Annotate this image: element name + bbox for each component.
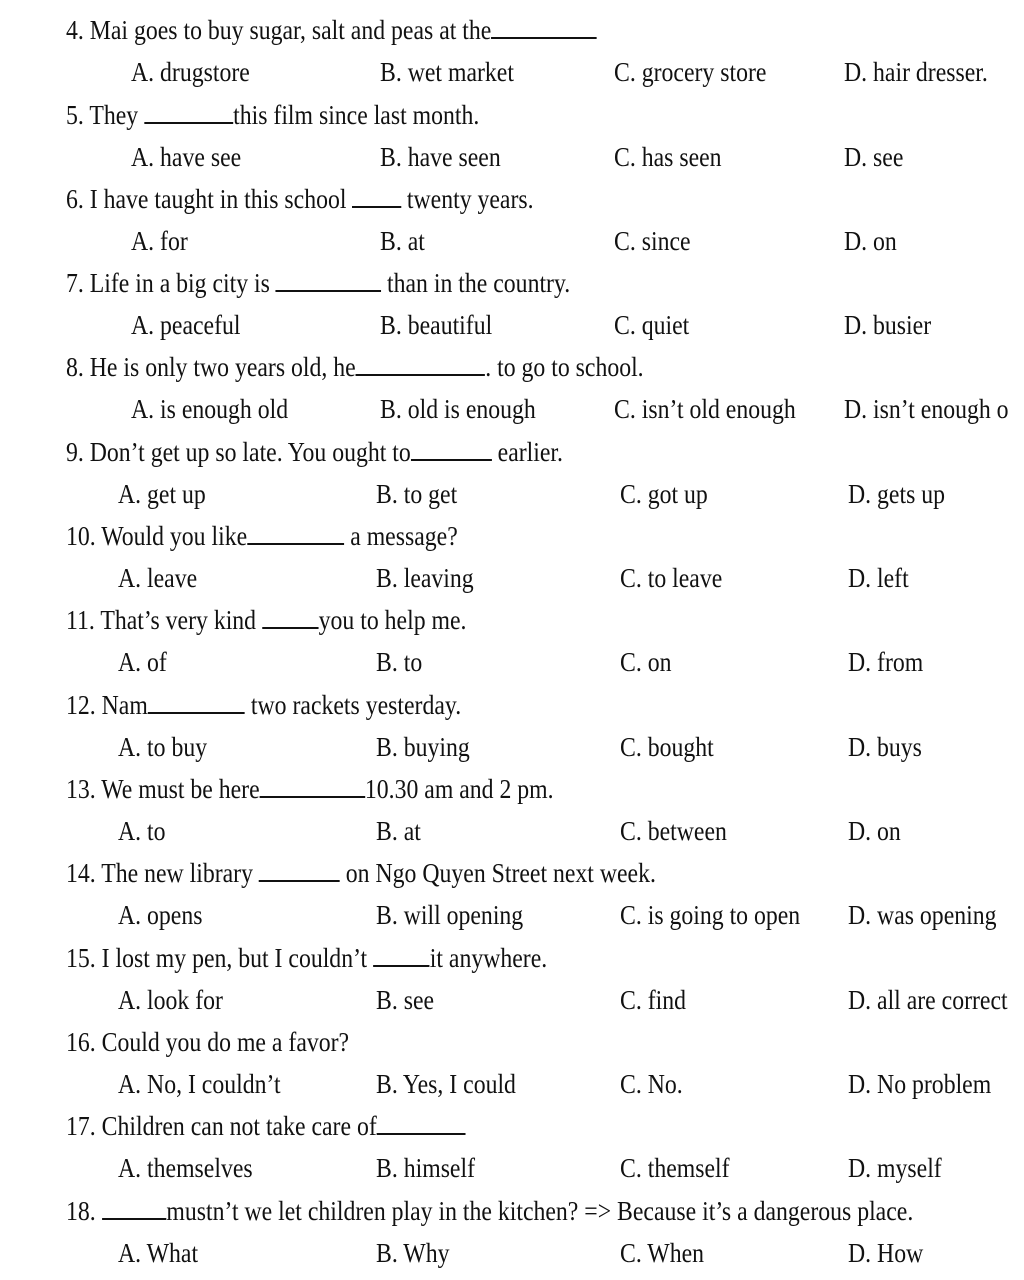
answer-option-b: B. beautiful <box>380 310 493 340</box>
question-item <box>0 1096 1024 1183</box>
answer-option-c: C. isn’t old enough <box>614 394 796 424</box>
question-item <box>0 253 1024 340</box>
answer-option-a: A. look for <box>118 985 223 1015</box>
answer-option-a: A. peaceful <box>131 310 241 340</box>
answer-option-a: A. to buy <box>118 732 208 762</box>
answer-option-a: A. is enough old <box>131 394 289 424</box>
answer-option-b: B. to <box>376 647 423 677</box>
answer-option-d: D. was opening <box>848 900 997 930</box>
answer-option-b: B. have seen <box>380 142 501 172</box>
answer-option-d: D. see <box>844 142 904 172</box>
question-item <box>0 590 1024 677</box>
question-item <box>0 0 1024 87</box>
question-item <box>0 1012 1024 1099</box>
stem-text-before-blank: 5. They <box>66 100 145 130</box>
question-stem <box>66 773 554 805</box>
question-item <box>0 169 1024 256</box>
answer-option-c: C. themself <box>620 1153 730 1183</box>
stem-text-before-blank: 14. The new library <box>66 858 259 888</box>
answer-option-b: B. will opening <box>376 900 524 930</box>
answer-option-a: A. leave <box>118 563 198 593</box>
question-item <box>0 759 1024 846</box>
stem-text-after-blank: on Ngo Quyen Street next week. <box>339 858 656 888</box>
stem-text-after-blank: this film since last month. <box>233 100 480 130</box>
question-item <box>0 928 1024 1015</box>
question-stem <box>66 267 570 299</box>
answer-option-b: B. himself <box>376 1153 475 1183</box>
answer-option-d: D. on <box>844 226 897 256</box>
question-stem <box>66 942 547 974</box>
answer-blank <box>356 352 486 376</box>
stem-text-after-blank: . to go to school. <box>485 352 644 382</box>
answer-option-b: B. Yes, I could <box>376 1069 516 1099</box>
answer-option-c: C. has seen <box>614 142 722 172</box>
answer-option-d: D. all are correct <box>848 985 1008 1015</box>
answer-blank <box>144 100 233 124</box>
question-item <box>0 1181 1024 1268</box>
answer-option-b: B. Why <box>376 1238 450 1268</box>
question-item <box>0 85 1024 172</box>
answer-blank <box>102 1196 167 1220</box>
answer-option-d: D. No problem <box>848 1069 992 1099</box>
answer-option-a: A. have see <box>131 142 242 172</box>
answer-option-a: A. No, I couldn’t <box>118 1069 281 1099</box>
stem-text-before-blank: 8. He is only two years old, he <box>66 352 356 382</box>
stem-text-before-blank: 18. <box>66 1196 102 1226</box>
answer-option-d: D. How <box>848 1238 924 1268</box>
answer-option-d: D. myself <box>848 1153 942 1183</box>
answer-option-b: B. leaving <box>376 563 474 593</box>
answer-option-a: A. opens <box>118 900 203 930</box>
answer-option-d: D. on <box>848 816 901 846</box>
stem-text-before-blank: 7. Life in a big city is <box>66 268 276 298</box>
answer-option-d: D. gets up <box>848 479 946 509</box>
question-stem <box>66 99 479 131</box>
question-item <box>0 675 1024 762</box>
answer-blank <box>148 690 245 714</box>
stem-text-before-blank: 13. We must be here <box>66 774 260 804</box>
answer-option-c: C. grocery store <box>614 57 767 87</box>
answer-option-c: C. to leave <box>620 563 723 593</box>
answer-option-b: B. at <box>376 816 421 846</box>
question-item <box>0 337 1024 424</box>
question-stem <box>66 520 458 552</box>
answer-option-c: C. find <box>620 985 687 1015</box>
stem-text-before-blank: 4. Mai goes to buy sugar, salt and peas at the <box>66 15 492 45</box>
answer-option-b: B. see <box>376 985 435 1015</box>
answer-option-d: D. busier <box>844 310 932 340</box>
stem-text-after-blank: two rackets yesterday. <box>244 690 462 720</box>
question-stem <box>66 1110 466 1142</box>
stem-text-after-blank: you to help me. <box>318 605 467 635</box>
answer-option-d: D. buys <box>848 732 922 762</box>
stem-text-before-blank: 17. Children can not take care of <box>66 1111 377 1141</box>
answer-option-d: D. from <box>848 647 924 677</box>
answer-option-a: A. get up <box>118 479 206 509</box>
answer-blank <box>377 1111 466 1135</box>
question-stem <box>66 857 656 889</box>
answer-blank <box>373 943 430 967</box>
answer-option-a: A. What <box>118 1238 199 1268</box>
question-stem <box>66 604 466 636</box>
answer-option-a: A. to <box>118 816 166 846</box>
answer-option-c: C. between <box>620 816 727 846</box>
answer-option-c: C. since <box>614 226 691 256</box>
answer-option-c: C. When <box>620 1238 705 1268</box>
answer-option-b: B. buying <box>376 732 470 762</box>
answer-blank <box>276 268 381 292</box>
question-stem <box>66 183 534 215</box>
stem-text-before-blank: 6. I have taught in this school <box>66 184 353 214</box>
question-stem <box>66 1195 913 1227</box>
answer-option-a: A. for <box>131 226 188 256</box>
answer-option-b: B. wet market <box>380 57 514 87</box>
answer-blank <box>262 605 319 629</box>
answer-option-a: A. themselves <box>118 1153 253 1183</box>
question-stem <box>66 436 563 468</box>
answer-option-d: D. isn’t enough o <box>844 394 1009 424</box>
stem-text-before-blank: 15. I lost my pen, but I couldn’t <box>66 943 374 973</box>
answer-blank <box>260 774 365 798</box>
answer-option-b: B. old is enough <box>380 394 536 424</box>
answer-option-c: C. quiet <box>614 310 690 340</box>
answer-option-c: C. on <box>620 647 672 677</box>
stem-text-after-blank: earlier. <box>491 437 563 467</box>
answer-blank <box>352 184 401 208</box>
answer-option-c: C. is going to open <box>620 900 801 930</box>
stem-text-after-blank: it anywhere. <box>429 943 548 973</box>
question-stem <box>66 14 597 46</box>
question-item <box>0 422 1024 509</box>
stem-text-after-blank: a message? <box>344 521 458 551</box>
answer-blank <box>411 437 492 461</box>
stem-text-before-blank: 9. Don’t get up so late. You ought to <box>66 437 411 467</box>
stem-text-before-blank: 11. That’s very kind <box>66 605 263 635</box>
answer-option-c: C. bought <box>620 732 714 762</box>
answer-option-c: C. got up <box>620 479 708 509</box>
stem-text-after-blank: 10.30 am and 2 pm. <box>364 774 554 804</box>
answer-blank <box>247 521 344 545</box>
stem-text-after-blank: than in the country. <box>381 268 571 298</box>
question-item <box>0 506 1024 593</box>
answer-option-b: B. to get <box>376 479 458 509</box>
stem-text-after-blank: twenty years. <box>400 184 534 214</box>
stem-text-before-blank: 16. Could you do me a favor? <box>66 1027 350 1057</box>
question-stem <box>66 1026 349 1058</box>
question-item <box>0 843 1024 930</box>
answer-option-d: D. hair dresser. <box>844 57 988 87</box>
answer-blank <box>259 858 340 882</box>
answer-blank <box>491 15 596 39</box>
answer-option-d: D. left <box>848 563 909 593</box>
answer-option-a: A. of <box>118 647 167 677</box>
answer-option-c: C. No. <box>620 1069 683 1099</box>
question-stem <box>66 689 461 721</box>
question-stem <box>66 351 644 383</box>
stem-text-after-blank: mustn’t we let children play in the kitchen? => Because it’s a dangerous place. <box>166 1196 914 1226</box>
stem-text-before-blank: 12. Nam <box>66 690 148 720</box>
answer-option-b: B. at <box>380 226 425 256</box>
answer-option-a: A. drugstore <box>131 57 250 87</box>
stem-text-before-blank: 10. Would you like <box>66 521 248 551</box>
